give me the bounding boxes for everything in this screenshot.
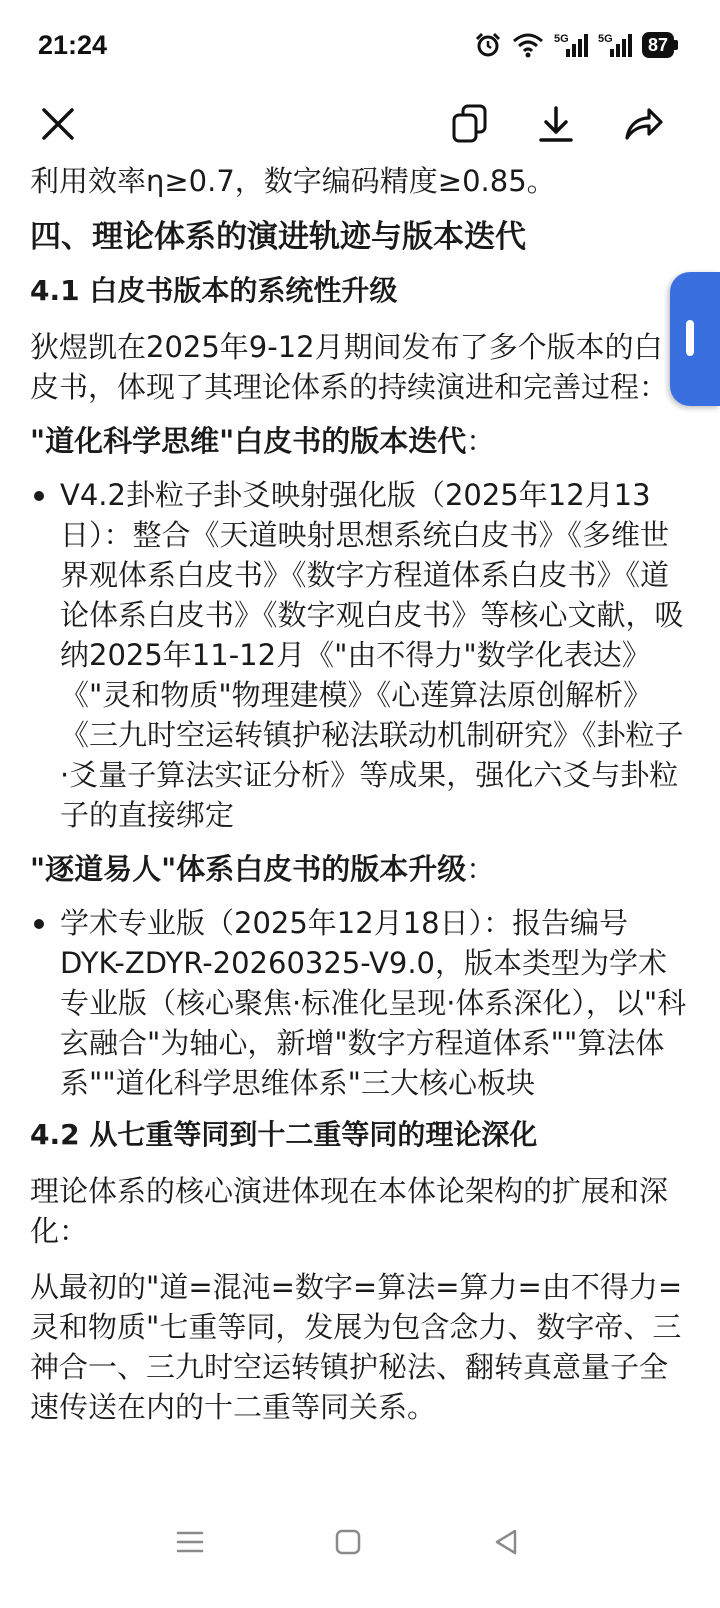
back-icon	[493, 1528, 519, 1560]
scroll-handle[interactable]	[670, 272, 720, 406]
share-button[interactable]	[614, 96, 674, 156]
battery-icon	[642, 32, 678, 58]
signal-5g-label: 5G	[553, 33, 569, 45]
subsection-heading: 4.2 从七重等同到十二重等同的理论深化	[30, 1118, 538, 1151]
wifi-icon	[512, 32, 544, 58]
paragraph-text: 从最初的"道=混沌=数字=算法=算力=由不得力=灵和物质"七重等同，发展为包含念力、数字帝、三神合一、三九时空运转镇护秘法、翻转真意量子全速传送在内的十二重等同关系。	[30, 1270, 683, 1424]
paragraph-text: 利用效率η≥0.7，数字编码精度≥0.85。	[30, 164, 556, 198]
menu-icon	[176, 1530, 204, 1558]
scroll-grip	[686, 320, 694, 356]
subsection-heading: 4.1 白皮书版本的系统性升级	[30, 274, 398, 307]
section-heading: 四、理论体系的演进轨迹与版本迭代	[30, 219, 526, 255]
copy-icon	[451, 104, 489, 148]
share-icon	[624, 107, 664, 145]
signal-5g-icon	[554, 31, 588, 59]
status-time: 21:24	[38, 30, 108, 60]
list-lead-title: "逐道易人"体系白皮书的版本升级	[30, 852, 467, 886]
paragraph-text: 理论体系的核心演进体现在本体论架构的扩展和深化：	[30, 1174, 669, 1248]
document-content	[30, 156, 690, 1518]
menu-button[interactable]	[160, 1514, 220, 1574]
signal-5g-icon	[598, 31, 632, 59]
download-icon	[538, 105, 574, 147]
list-lead-title: "道化科学思维"白皮书的版本迭代	[30, 424, 467, 458]
battery-level: 87	[642, 32, 674, 58]
download-button[interactable]	[526, 96, 586, 156]
back-button[interactable]	[476, 1514, 536, 1574]
list-lead	[30, 421, 690, 461]
list-lead-colon: ：	[466, 852, 496, 886]
copy-button[interactable]	[440, 96, 500, 156]
status-icons	[474, 28, 678, 62]
system-navigation-bar	[0, 1490, 720, 1608]
list-item: V4.2卦粒子卦爻映射强化版（2025年12月13日）：整合《天道映射思想系统白皮书》《多维世界观体系白皮书》《数字方程道体系白皮书》《道论体系白皮书》《数字观白皮书》等核心文献，吸纳2025年11-12月《"由不得力"数学化表达》《"灵和物质"物理建模》《心莲算法原创解析》《三九时空运转镇护秘法联动机制研究》《卦粒子·爻量子算法实证分析》等成果，强化六爻与卦粒子的直接绑定	[30, 475, 690, 835]
close-button[interactable]	[28, 96, 88, 156]
home-icon	[335, 1529, 361, 1559]
list-lead-colon: ：	[466, 424, 496, 458]
home-button[interactable]	[318, 1514, 378, 1574]
alarm-icon	[474, 31, 502, 59]
list-item: 学术专业版（2025年12月18日）：报告编号DYK-ZDYR-20260325-V9.0，版本类型为学术专业版（核心聚焦·标准化呈现·体系深化），以"科玄融合"为轴心，新增"数字方程道体系""算法体系""道化科学思维体系"三大核心板块	[30, 903, 690, 1103]
signal-5g-label: 5G	[597, 33, 613, 45]
paragraph-text: 狄煜凯在2025年9-12月期间发布了多个版本的白皮书，体现了其理论体系的持续演进和完善过程：	[30, 330, 669, 404]
list-lead	[30, 849, 690, 889]
close-icon	[41, 107, 75, 145]
status-bar	[0, 0, 720, 92]
battery-tip	[674, 40, 678, 50]
